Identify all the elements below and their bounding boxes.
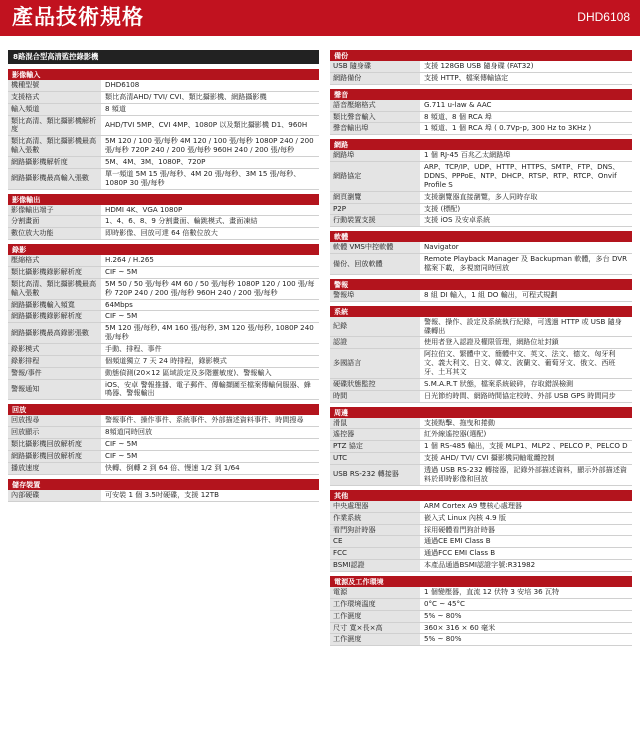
spec-value: 可安裝 1 個 3.5吋硬碟，支援 12TB xyxy=(105,489,219,499)
spec-value: 360× 316 × 60 毫米 xyxy=(424,622,496,632)
spec-value: CIF ~ 5M xyxy=(105,311,138,321)
spec-label: 類比高清、類比攝影機解析度 xyxy=(8,116,101,136)
spec-label: 作業系統 xyxy=(330,513,420,524)
spec-value: 5M 120 張/每秒, 4M 160 張/每秒, 3M 120 張/每秒, 1080P 240 張/每秒 xyxy=(105,323,314,342)
spec-label: 分割畫面 xyxy=(8,216,101,227)
spec-value: 紅外線遙控器(選配) xyxy=(424,429,487,439)
section-heading: 電源及工作環境 xyxy=(330,576,632,587)
spec-section xyxy=(330,490,632,572)
spec-row xyxy=(330,123,632,135)
spec-value: AHD/TVI 5MP、CVI 4MP、1080P 以及類比攝影機 D1、960H xyxy=(105,120,308,129)
spec-row xyxy=(330,453,632,465)
spec-value: 8 頻道 xyxy=(105,103,126,113)
left-column xyxy=(8,50,319,506)
spec-row xyxy=(330,215,632,227)
spec-section xyxy=(330,306,632,403)
spec-label: 備份、回放軟體 xyxy=(330,254,420,274)
spec-value: 5M 120 / 100 張/每秒 4M 120 / 100 張/每秒 1080P 240 / 200 張/每秒 720P 240 / 200 張/每秒 960H 240 / 200 張/每秒 xyxy=(105,136,314,155)
spec-row xyxy=(8,136,319,157)
section-heading: 網路 xyxy=(330,139,632,150)
spec-label: 遙控器 xyxy=(330,429,420,440)
spec-row xyxy=(8,104,319,116)
spec-value: 8 組 DI 輸入，1 組 DO 輸出，可程式規劃 xyxy=(424,289,558,299)
spec-value: HDMI 4K、VGA 1080P xyxy=(105,204,183,214)
spec-row xyxy=(8,415,319,427)
spec-label: PTZ 協定 xyxy=(330,441,420,452)
spec-label: 警報通知 xyxy=(8,380,101,400)
spec-label: 機種型號 xyxy=(8,80,101,91)
spec-section xyxy=(330,576,632,646)
spec-value: 通過CE EMI Class B xyxy=(424,536,491,546)
spec-label: P2P xyxy=(330,204,420,215)
spec-value: 0°C ~ 45°C xyxy=(424,598,465,608)
spec-label: 硬碟狀態監控 xyxy=(330,379,420,390)
spec-value: 採用硬體看門狗計時器 xyxy=(424,524,495,534)
spec-label: CE xyxy=(330,536,420,547)
spec-value: 支援 AHD/ TVI/ CVI 攝影機同軸電纜控制 xyxy=(424,453,555,463)
spec-value: 個頻道獨立 7 天 24 時排程，錄影模式 xyxy=(105,355,227,365)
spec-row xyxy=(8,356,319,368)
spec-row xyxy=(330,525,632,537)
spec-row xyxy=(330,61,632,73)
spec-label: 類比高清、類比攝影機最高輸入張數 xyxy=(8,279,101,299)
spec-row xyxy=(330,391,632,403)
section-heading: 聲音 xyxy=(330,89,632,100)
spec-row xyxy=(330,548,632,560)
spec-row xyxy=(330,254,632,275)
spec-row xyxy=(330,100,632,112)
spec-value: 支援 HTTP、檔案傳輸協定 xyxy=(424,72,509,82)
spec-row xyxy=(8,368,319,380)
spec-section xyxy=(330,231,632,275)
spec-label: 回放顯示 xyxy=(8,427,101,438)
spec-row xyxy=(330,441,632,453)
spec-label: UTC xyxy=(330,453,420,464)
spec-row xyxy=(330,204,632,216)
spec-label: 網路備份 xyxy=(330,73,420,84)
spec-label: 看門狗計時器 xyxy=(330,525,420,536)
section-heading: 回放 xyxy=(8,404,319,415)
spec-row xyxy=(8,205,319,217)
spec-label: 影像輸出端子 xyxy=(8,205,101,216)
spec-row xyxy=(330,242,632,254)
spec-row xyxy=(8,490,319,502)
spec-row xyxy=(330,150,632,162)
spec-label: 錄影排程 xyxy=(8,356,101,367)
section-heading: 周邊 xyxy=(330,407,632,418)
spec-row xyxy=(330,599,632,611)
spec-section xyxy=(8,194,319,241)
section-heading: 儲存裝置 xyxy=(8,479,319,490)
spec-value: DHD6108 xyxy=(105,80,140,89)
spec-row xyxy=(8,439,319,451)
spec-row xyxy=(8,344,319,356)
spec-section xyxy=(330,407,632,486)
spec-section xyxy=(330,279,632,302)
spec-label: 警報埠 xyxy=(330,290,420,301)
spec-row xyxy=(330,349,632,379)
spec-label: 數位放大功能 xyxy=(8,228,101,239)
spec-value: 單一頻道 5M 15 張/每秒、4M 20 張/每秒、3M 15 張/每秒、1080P 30 張/每秒 xyxy=(105,168,301,187)
spec-label: 網路攝影機最高錄影張數 xyxy=(8,323,101,343)
section-heading: 警報 xyxy=(330,279,632,290)
spec-row xyxy=(330,418,632,430)
spec-value: 5M、4M、3M、1080P、720P xyxy=(105,157,206,167)
section-heading: 其他 xyxy=(330,490,632,501)
spec-value: 64Mbps xyxy=(105,299,133,309)
spec-label: 網路攝影機回放解析度 xyxy=(8,451,101,462)
spec-row xyxy=(8,463,319,475)
page-title: 產品技術規格 xyxy=(12,5,144,29)
model-label: DHD6108 xyxy=(577,10,630,24)
spec-label: 軟體 VMS中控軟體 xyxy=(330,242,420,253)
spec-section xyxy=(330,50,632,85)
spec-label: 網路攝影機最高輸入張數 xyxy=(8,169,101,189)
spec-row xyxy=(330,536,632,548)
spec-label: 認證 xyxy=(330,337,420,348)
spec-value: 通過FCC EMI Class B xyxy=(424,548,496,558)
spec-value: 支援 iOS 及安卓系統 xyxy=(424,215,491,225)
spec-row xyxy=(330,465,632,486)
spec-label: 聲音輸出埠 xyxy=(330,123,420,134)
section-heading: 影像輸入 xyxy=(8,69,319,80)
section-heading: 影像輸出 xyxy=(8,194,319,205)
spec-value: 5M 50 / 50 張/每秒 4M 60 / 50 張/每秒 1080P 120 / 100 張/每秒 720P 240 / 200 張/每秒 960H 240 / 200 張/每秒 xyxy=(105,278,315,297)
spec-label: 尺寸 寬×長×高 xyxy=(330,623,420,634)
spec-row xyxy=(330,337,632,349)
spec-row xyxy=(330,73,632,85)
spec-section xyxy=(8,404,319,474)
spec-value: 8 頻道、8 個 RCA 埠 xyxy=(424,111,492,121)
spec-value: 使用者登入認證及權限管理，網路位址封鎖 xyxy=(424,337,559,347)
spec-row xyxy=(330,290,632,302)
right-sections xyxy=(330,50,632,646)
spec-label: 類比攝影機錄影解析度 xyxy=(8,267,101,278)
spec-label: 內部硬碟 xyxy=(8,490,101,501)
spec-row xyxy=(8,228,319,240)
spec-value: 類比高清AHD/ TVI/ CVI、類比攝影機、網路攝影機 xyxy=(105,91,267,101)
spec-label: 電源 xyxy=(330,587,420,598)
page-header xyxy=(0,0,640,36)
spec-label: BSMI認證 xyxy=(330,560,420,571)
spec-section xyxy=(8,479,319,502)
spec-value: G.711 u-law & AAC xyxy=(424,99,492,109)
spec-label: 網頁瀏覽 xyxy=(330,192,420,203)
spec-value: 警報、操作、設定及系統執行紀錄，可透過 HTTP 或 USB 隨身碟轉出 xyxy=(424,316,622,335)
spec-value: 支援點擊、拖曳和捲動 xyxy=(424,417,495,427)
spec-label: 網路攝影機輸入頻寬 xyxy=(8,300,101,311)
spec-value: 快轉、倒轉 2 到 64 倍、慢速 1/2 到 1/64 xyxy=(105,462,240,472)
spec-label: 網路協定 xyxy=(330,162,420,191)
spec-label: 類比聲音輸入 xyxy=(330,112,420,123)
spec-value: H.264 / H.265 xyxy=(105,255,154,265)
section-heading: 錄影 xyxy=(8,244,319,255)
spec-section xyxy=(8,69,319,190)
spec-label: 工作環境溫度 xyxy=(330,599,420,610)
spec-row xyxy=(330,560,632,572)
spec-label: 類比高清、類比攝影機最高輸入張數 xyxy=(8,136,101,156)
spec-label: 網路埠 xyxy=(330,150,420,161)
spec-row xyxy=(8,255,319,267)
spec-value: 1 個變壓器，直流 12 伏特 3 安培 36 瓦特 xyxy=(424,586,560,596)
spec-label: 警報/事件 xyxy=(8,368,101,379)
spec-label: 回放搜尋 xyxy=(8,415,101,426)
spec-label: 語音壓縮格式 xyxy=(330,100,420,111)
spec-value: CIF ~ 5M xyxy=(105,439,138,449)
spec-value: CIF ~ 5M xyxy=(105,267,138,277)
spec-row xyxy=(8,451,319,463)
spec-row xyxy=(8,80,319,92)
spec-row xyxy=(8,169,319,190)
spec-label: 滑鼠 xyxy=(330,418,420,429)
spec-value: 阿拉伯文、繁體中文、簡體中文、英文、法文、德文、匈牙利文、義大利文、日文、韓文、波蘭文、葡萄牙文、俄文、西班牙、土耳其文 xyxy=(424,349,616,377)
spec-row xyxy=(8,216,319,228)
spec-label: 工作濕度 xyxy=(330,634,420,645)
spec-label: FCC xyxy=(330,548,420,559)
spec-label: USB 隨身碟 xyxy=(330,61,420,72)
spec-row xyxy=(330,611,632,623)
spec-value: 即時影像、回放可達 64 倍數位放大 xyxy=(105,228,218,238)
spec-value: 支援 (標配) xyxy=(424,203,461,213)
spec-label: 時間 xyxy=(330,391,420,402)
spec-row xyxy=(330,429,632,441)
spec-value: 支援 128GB USB 隨身碟 (FAT32) xyxy=(424,61,534,70)
spec-row xyxy=(8,300,319,312)
spec-value: CIF ~ 5M xyxy=(105,450,138,460)
spec-row xyxy=(8,116,319,137)
spec-section xyxy=(8,244,319,400)
spec-label: 輸入頻道 xyxy=(8,104,101,115)
spec-value: 5% ~ 80% xyxy=(424,634,462,644)
spec-value: 8頻道同時回放 xyxy=(105,427,153,437)
spec-value: Navigator xyxy=(424,242,459,252)
spec-row xyxy=(330,513,632,525)
section-heading: 軟體 xyxy=(330,231,632,242)
left-sections xyxy=(8,69,319,502)
spec-label: 支援格式 xyxy=(8,92,101,103)
spec-label: 行動裝置支援 xyxy=(330,215,420,226)
spec-value: 動態偵測(20×12 區域設定及多階靈敏度)、警報輸入 xyxy=(105,367,272,377)
spec-label: 播放速度 xyxy=(8,463,101,474)
spec-label: 壓縮格式 xyxy=(8,255,101,266)
spec-value: 1 個 RJ-45 百兆乙太網路埠 xyxy=(424,150,511,160)
right-column xyxy=(330,50,632,650)
spec-row xyxy=(330,634,632,646)
spec-row xyxy=(330,587,632,599)
spec-row xyxy=(8,311,319,323)
spec-row xyxy=(8,323,319,344)
spec-row xyxy=(330,112,632,124)
spec-row xyxy=(8,279,319,300)
spec-value: 手動、排程、事件 xyxy=(105,344,162,354)
document-title: 8路混合型高清監控錄影機 xyxy=(8,50,319,64)
spec-value: 1、4、6、8、9 分割畫面、輪跳模式、畫面凍結 xyxy=(105,216,258,226)
spec-value: ARP、TCP/IP、UDP、HTTP、HTTPS、SMTP、FTP、DNS、DDNS、PPPoE、NTP、DHCP、RTSP、RTP、RTCP、Onvif Profile S xyxy=(424,162,620,189)
spec-label: 多國語言 xyxy=(330,349,420,378)
spec-row xyxy=(330,501,632,513)
spec-label: USB RS-232 轉接器 xyxy=(330,465,420,485)
spec-row xyxy=(8,157,319,169)
spec-label: 錄影模式 xyxy=(8,344,101,355)
spec-label: 工作濕度 xyxy=(330,611,420,622)
spec-section xyxy=(330,89,632,136)
spec-row xyxy=(330,317,632,338)
spec-row xyxy=(8,92,319,104)
spec-value: 日光節約時間、網路時間協定校時、外部 USB GPS 時間同步 xyxy=(424,390,616,400)
section-heading: 系統 xyxy=(330,306,632,317)
spec-row xyxy=(8,267,319,279)
spec-label: 網路攝影機解析度 xyxy=(8,157,101,168)
spec-row xyxy=(330,379,632,391)
spec-value: 嵌入式 Linux 內核 4.9 版 xyxy=(424,512,506,522)
spec-value: 透過 USB RS-232 轉接器，記錄外部描述資料，顯示外部描述資料於即時影像和回放 xyxy=(424,465,627,483)
spec-row xyxy=(330,623,632,635)
spec-value: 警報事件、操作事件、系統事件、外部描述資料事件、時間搜尋 xyxy=(105,415,304,425)
spec-section xyxy=(330,139,632,227)
spec-label: 中央處理器 xyxy=(330,501,420,512)
spec-value: 本產品通過BSMI認證字號:R31982 xyxy=(424,560,536,570)
spec-label: 紀錄 xyxy=(330,317,420,337)
spec-value: 5% ~ 80% xyxy=(424,610,462,620)
spec-row xyxy=(330,162,632,192)
spec-value: 1 頻道、1 個 RCA 埠 ( 0.7Vp-p, 300 Hz to 3KHz ) xyxy=(424,123,592,133)
spec-value: Remote Playback Manager 及 Backupman 軟體，多台 DVR 檔案下載，多視窗同時回放 xyxy=(424,254,628,273)
spec-value: iOS、安卓 警報推播、電子郵件、傳輸擷圖至檔案傳輸伺服器、蜂鳴器、警報輸出 xyxy=(105,379,311,398)
spec-label: 網路攝影機錄影解析度 xyxy=(8,311,101,322)
spec-row xyxy=(8,427,319,439)
spec-row xyxy=(330,192,632,204)
spec-label: 類比攝影機回放解析度 xyxy=(8,439,101,450)
spec-value: ARM Cortex A9 雙核心處理器 xyxy=(424,500,523,510)
spec-value: S.M.A.R.T 狀態，檔案系統破碎，存取錯誤檢測 xyxy=(424,378,574,388)
spec-row xyxy=(8,380,319,401)
section-heading: 備份 xyxy=(330,50,632,61)
spec-value: 1 個 RS-485 輸出，支援 MLP1、MLP2 、PELCO P、PELCO D xyxy=(424,441,628,451)
spec-value: 支援瀏覽器直接瀏覽，多人同時存取 xyxy=(424,191,538,201)
